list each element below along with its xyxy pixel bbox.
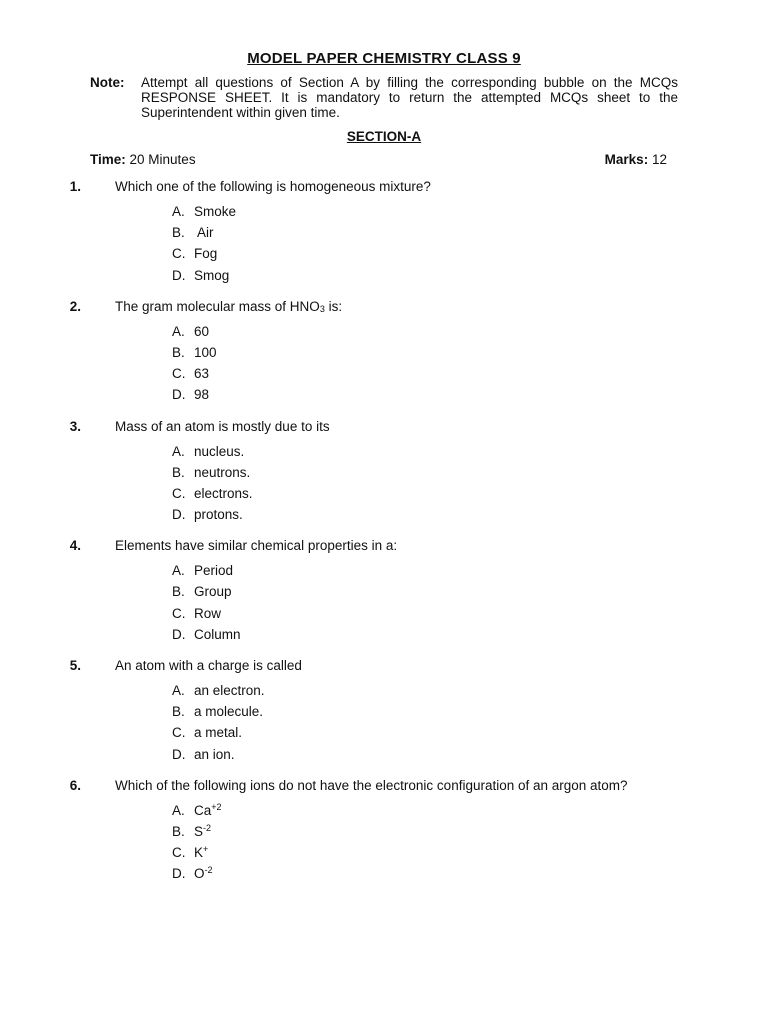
option-letter: B.	[172, 704, 185, 720]
option-text: protons.	[194, 507, 243, 523]
question-number: 4.	[69, 538, 81, 554]
option-c	[0, 606, 768, 627]
note-text: Attempt all questions of Section A by filling the corresponding bubble on the MCQs RESPONSE SHEET. It is mandatory to return the attempted MCQs sheet to the Superintendent within given time.	[141, 75, 678, 120]
ion-charge: -2	[204, 865, 213, 876]
option-b	[0, 584, 768, 605]
option-letter: C.	[172, 246, 186, 262]
question-number: 3.	[69, 418, 81, 434]
option-a	[0, 204, 768, 225]
subscript: 3	[319, 303, 325, 314]
option-text: Fog	[194, 246, 218, 262]
question-list	[0, 179, 768, 898]
option-text	[194, 824, 211, 845]
marks-info	[605, 152, 667, 167]
question-text: Elements have similar chemical properties in a:	[115, 538, 398, 554]
option-letter: D.	[172, 866, 186, 882]
option-letter: A.	[172, 683, 185, 698]
option-letter: A.	[172, 204, 185, 219]
option-letter: D.	[172, 267, 186, 283]
time-marks-row	[90, 152, 667, 167]
option-a	[0, 324, 768, 345]
option-text	[194, 866, 213, 887]
time-value: 20 Minutes	[129, 152, 196, 167]
option-text: 63	[194, 366, 210, 382]
question-text: An atom with a charge is called	[115, 658, 302, 673]
question-6	[0, 778, 768, 888]
option-letter: A.	[172, 443, 185, 459]
section-title: SECTION-A	[346, 129, 422, 144]
option-letter: B.	[172, 584, 185, 600]
question-text	[115, 299, 768, 315]
option-b	[0, 465, 768, 486]
option-letter: C.	[172, 845, 186, 861]
option-text: a molecule.	[194, 704, 264, 720]
option-d	[0, 866, 768, 887]
ion-symbol: Ca	[194, 802, 212, 818]
option-text: neutrons.	[194, 464, 251, 480]
option-letter: C.	[172, 485, 186, 501]
option-letter: B.	[172, 464, 185, 480]
option-letter: B.	[172, 823, 185, 839]
option-text	[194, 803, 222, 824]
option-letter: B.	[172, 344, 185, 360]
option-text: 60	[194, 323, 210, 339]
question-2	[0, 299, 768, 409]
time-label: Time:	[90, 152, 126, 167]
option-a	[0, 444, 768, 465]
question-1	[0, 179, 768, 289]
option-b	[0, 824, 768, 845]
note-block	[90, 75, 678, 120]
question-4	[0, 538, 768, 648]
option-d	[0, 268, 768, 289]
question-5	[0, 658, 768, 768]
option-letter: A.	[172, 563, 185, 579]
question-text: Which of the following ions do not have the electronic configuration of an argon atom?	[115, 777, 628, 793]
option-letter: C.	[172, 605, 186, 621]
option-text: 98	[194, 387, 210, 403]
option-letter: D.	[172, 746, 186, 762]
option-b	[0, 345, 768, 366]
option-text: a metal.	[194, 725, 243, 741]
option-text: Group	[194, 584, 232, 600]
option-d	[0, 387, 768, 408]
option-letter: D.	[172, 507, 186, 523]
option-c	[0, 366, 768, 387]
time-info	[90, 152, 196, 167]
option-d	[0, 507, 768, 528]
option-letter: A.	[172, 323, 185, 339]
option-text: Air	[194, 225, 214, 241]
question-number: 5.	[69, 658, 81, 673]
option-text: 100	[194, 344, 217, 360]
option-letter: B.	[172, 225, 185, 241]
option-text: Smoke	[194, 204, 237, 219]
option-letter: A.	[172, 802, 185, 818]
question-number: 1.	[69, 179, 81, 194]
option-letter: C.	[172, 366, 186, 382]
option-b	[0, 704, 768, 725]
ion-charge: -2	[203, 822, 212, 833]
question-number: 6.	[69, 777, 81, 793]
option-a	[0, 563, 768, 584]
option-c	[0, 725, 768, 746]
option-letter: D.	[172, 626, 186, 642]
question-text: Mass of an atom is mostly due to its	[115, 418, 330, 434]
ion-symbol: K	[194, 845, 204, 861]
option-text: Column	[194, 626, 241, 642]
option-a	[0, 803, 768, 824]
question-text-before: The gram molecular mass of HNO	[115, 298, 320, 314]
option-a	[0, 683, 768, 704]
option-text: an ion.	[194, 746, 235, 762]
option-c	[0, 845, 768, 866]
option-text: Smog	[194, 267, 230, 283]
question-3	[0, 419, 768, 529]
marks-label: Marks:	[604, 152, 649, 167]
question-number: 2.	[69, 298, 81, 314]
option-text: Period	[194, 563, 234, 579]
option-c	[0, 246, 768, 267]
option-letter: D.	[172, 387, 186, 403]
option-d	[0, 747, 768, 768]
option-d	[0, 627, 768, 648]
ion-charge: +2	[211, 801, 222, 812]
option-text: Row	[194, 605, 222, 621]
option-text: an electron.	[194, 683, 265, 698]
option-b	[0, 225, 768, 246]
paper-title: MODEL PAPER CHEMISTRY CLASS 9	[247, 50, 521, 67]
ion-symbol: S	[194, 823, 204, 839]
question-text-after: is:	[324, 298, 343, 314]
question-text: Which one of the following is homogeneous mixture?	[115, 179, 431, 194]
ion-symbol: O	[194, 866, 205, 882]
option-letter: C.	[172, 725, 186, 741]
ion-charge: +	[203, 844, 209, 855]
marks-value: 12	[651, 152, 667, 167]
option-text: electrons.	[194, 485, 253, 501]
option-text	[194, 845, 208, 866]
option-c	[0, 486, 768, 507]
option-text: nucleus.	[194, 443, 245, 459]
note-label: Note:	[90, 75, 125, 90]
